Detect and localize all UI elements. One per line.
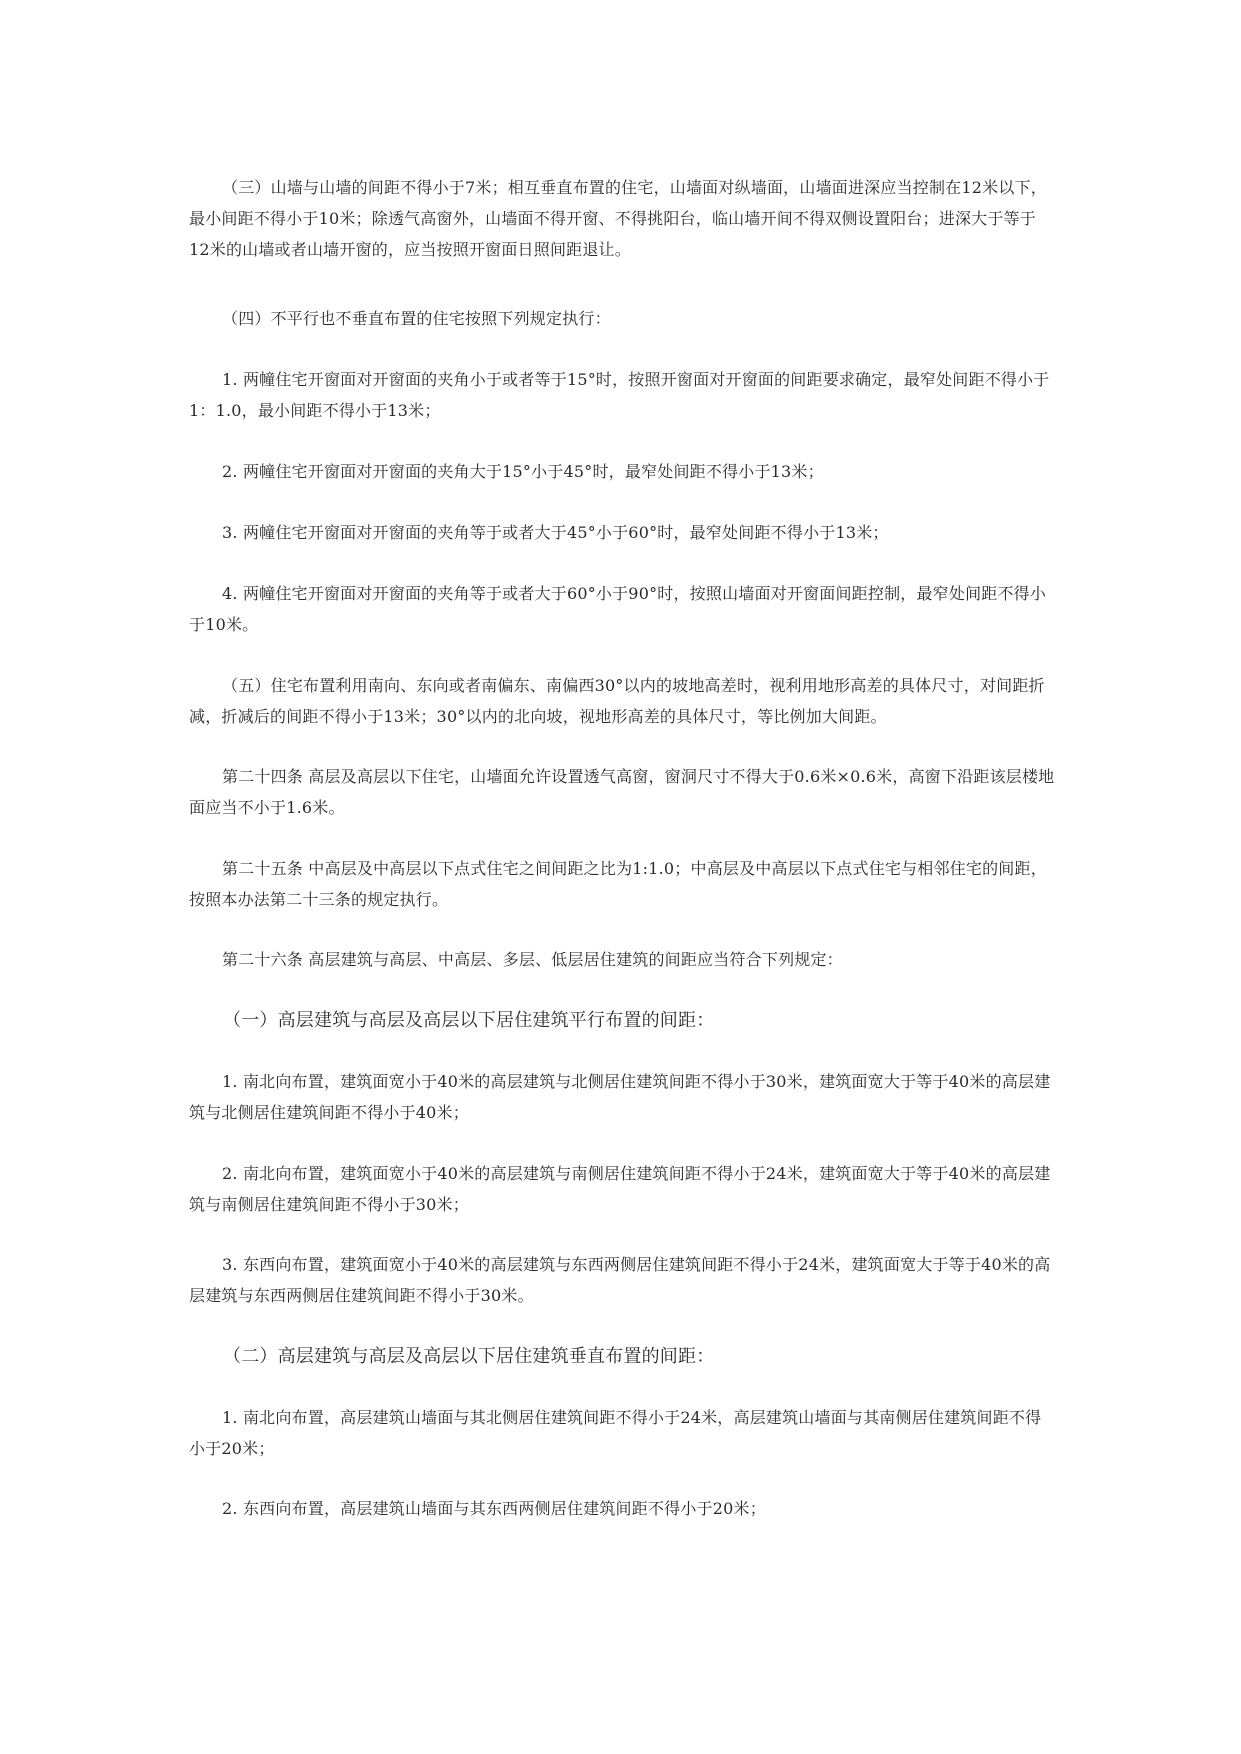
paragraph-4-item-3: 3. 两幢住宅开窗面对开窗面的夹角等于或者大于45°小于60°时，最窄处间距不得小于13米；: [222, 523, 889, 542]
paragraph-4-heading: （四）不平行也不垂直布置的住宅按照下列规定执行：: [222, 309, 611, 328]
article-26-section-1-heading: （一）高层建筑与高层及高层以下居住建筑平行布置的间距：: [223, 1010, 715, 1031]
article-24: 第二十四条 高层及高层以下住宅，山墙面允许设置透气高窗，窗洞尺寸不得大于0.6米×0.6米，高窗下沿距该层楼地面应当不小于1.6米。: [189, 767, 1055, 817]
article-26: 第二十六条 高层建筑与高层、中高层、多层、低层居住建筑的间距应当符合下列规定：: [222, 950, 843, 969]
paragraph-4-item-1: 1. 两幢住宅开窗面对开窗面的夹角小于或者等于15°时，按照开窗面对开窗面的间距要求确定，最窄处间距不得小于1：1.0，最小间距不得小于13米；: [189, 370, 1050, 420]
article-25: 第二十五条 中高层及中高层以下点式住宅之间间距之比为1:1.0；中高层及中高层以下点式住宅与相邻住宅的间距，按照本办法第二十三条的规定执行。: [189, 859, 1047, 909]
article-26-section-2-item-2: 2. 东西向布置，高层建筑山墙面与其东西两侧居住建筑间距不得小于20米；: [222, 1499, 766, 1518]
paragraph-5-slope: （五）住宅布置利用南向、东向或者南偏东、南偏西30°以内的坡地高差时，视利用地形高差的具体尺寸，对间距折减，折减后的间距不得小于13米；30°以内的北向坡，视地形高差的具体尺寸，等比例加大间距。: [189, 676, 1045, 726]
article-26-section-2-item-1: 1. 南北向布置，高层建筑山墙面与其北侧居住建筑间距不得小于24米，高层建筑山墙面与其南侧居住建筑间距不得小于20米；: [189, 1408, 1042, 1458]
paragraph-3-gable-spacing: （三）山墙与山墙的间距不得小于7米；相互垂直布置的住宅，山墙面对纵墙面，山墙面进深应当控制在12米以下，最小间距不得小于10米；除透气高窗外，山墙面不得开窗、不得挑阳台，临山墙开间不得双侧设置阳台；进深大于等于12米的山墙或者山墙开窗的，应当按照开窗面日照间距退让。: [189, 178, 1047, 259]
article-26-section-1-item-3: 3. 东西向布置，建筑面宽小于40米的高层建筑与东西两侧居住建筑间距不得小于24米，建筑面宽大于等于40米的高层建筑与东西两侧居住建筑间距不得小于30米。: [189, 1255, 1051, 1305]
article-26-section-2-heading: （二）高层建筑与高层及高层以下居住建筑垂直布置的间距：: [223, 1346, 715, 1367]
paragraph-4-item-4: 4. 两幢住宅开窗面对开窗面的夹角等于或者大于60°小于90°时，按照山墙面对开窗面间距控制，最窄处间距不得小于10米。: [189, 584, 1047, 634]
article-26-section-1-item-2: 2. 南北向布置，建筑面宽小于40米的高层建筑与南侧居住建筑间距不得小于24米，建筑面宽大于等于40米的高层建筑与南侧居住建筑间距不得小于30米；: [189, 1164, 1051, 1214]
paragraph-4-item-2: 2. 两幢住宅开窗面对开窗面的夹角大于15°小于45°时，最窄处间距不得小于13米；: [222, 462, 824, 481]
article-26-section-1-item-1: 1. 南北向布置，建筑面宽小于40米的高层建筑与北侧居住建筑间距不得小于30米，建筑面宽大于等于40米的高层建筑与北侧居住建筑间距不得小于40米；: [189, 1072, 1051, 1122]
